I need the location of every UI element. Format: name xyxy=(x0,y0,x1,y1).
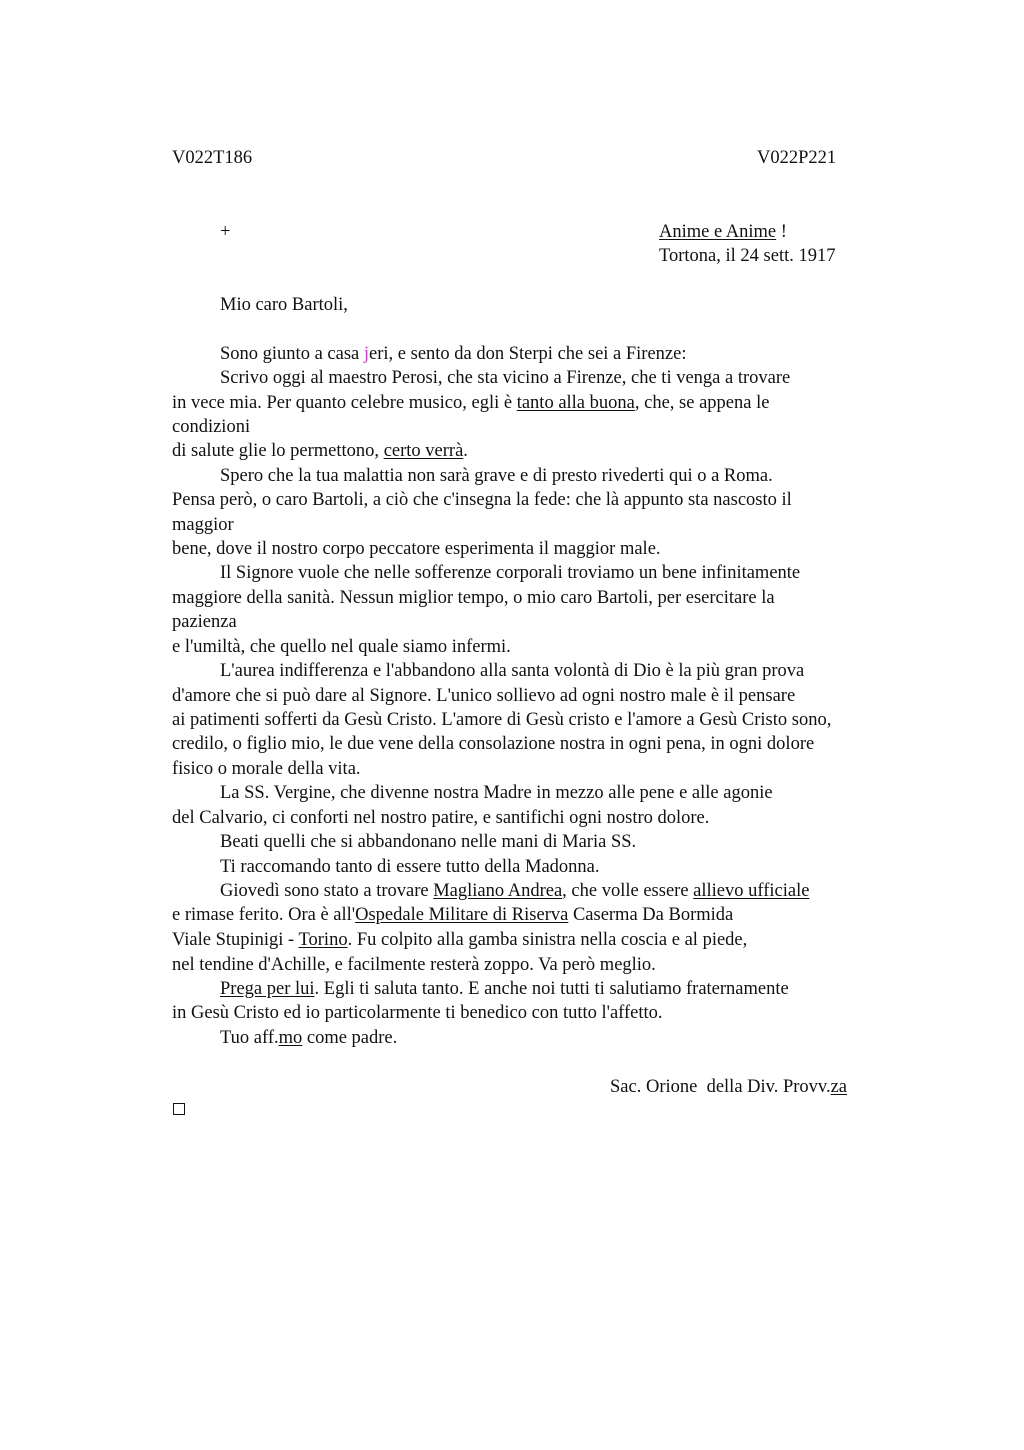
underlined-text: allievo ufficiale xyxy=(693,881,810,901)
salutation: Mio caro Bartoli, xyxy=(220,295,348,315)
body-line xyxy=(220,879,809,903)
body-line: maggior xyxy=(172,515,234,535)
cross-mark: + xyxy=(220,222,231,242)
underlined-text: tanto alla buona xyxy=(516,393,635,413)
body-line xyxy=(220,977,789,1001)
underlined-text: certo verrà xyxy=(383,441,464,461)
body-line xyxy=(172,439,468,463)
body-text: di salute glie lo permettono, xyxy=(172,441,384,461)
body-text: Caserma Da Bormida xyxy=(568,905,734,925)
body-line: Ti raccomando tanto di essere tutto della Madonna. xyxy=(220,857,600,877)
place-date: Tortona, il 24 sett. 1917 xyxy=(659,246,836,266)
header-left-code: V022T186 xyxy=(172,148,253,168)
body-text: . xyxy=(463,441,468,461)
heading-title xyxy=(659,220,787,244)
header-right-code: V022P221 xyxy=(757,148,837,168)
heading-title-text: Anime e Anime xyxy=(659,222,777,242)
body-line xyxy=(220,342,687,366)
body-text: Sono giunto a casa xyxy=(220,344,364,364)
body-line: Pensa però, o caro Bartoli, a ciò che c'insegna la fede: che là appunto sta nascosto il xyxy=(172,490,792,510)
body-line xyxy=(172,928,747,952)
body-line: fisico o morale della vita. xyxy=(172,759,361,779)
body-line: d'amore che si può dare al Signore. L'unico sollievo ad ogni nostro male è il pensare xyxy=(172,686,796,706)
body-line: e l'umiltà, che quello nel quale siamo infermi. xyxy=(172,637,511,657)
body-text: . Fu colpito alla gamba sinistra nella coscia e al piede, xyxy=(347,930,748,950)
body-line: Spero che la tua malattia non sarà grave e di presto rivederti qui o a Roma. xyxy=(220,466,773,486)
body-line: del Calvario, ci conforti nel nostro patire, e santifichi ogni nostro dolore. xyxy=(172,808,710,828)
body-text: in vece mia. Per quanto celebre musico, egli è xyxy=(172,393,517,413)
underlined-text: mo xyxy=(278,1028,303,1048)
heading-exclamation: ! xyxy=(776,222,787,242)
body-line: ai patimenti sofferti da Gesù Cristo. L'amore di Gesù cristo e l'amore a Gesù Cristo sono, xyxy=(172,710,832,730)
underlined-text: Magliano Andrea xyxy=(433,881,563,901)
body-line: nel tendine d'Achille, e facilmente resterà zoppo. Va però meglio. xyxy=(172,955,656,975)
body-line: condizioni xyxy=(172,417,251,437)
body-text: , che, se appena le xyxy=(634,393,770,413)
body-line: La SS. Vergine, che divenne nostra Madre in mezzo alle pene e alle agonie xyxy=(220,783,773,803)
checkbox-square-icon xyxy=(173,1103,185,1115)
body-text: Tuo aff. xyxy=(220,1028,279,1048)
body-text: e rimase ferito. Ora è all' xyxy=(172,905,356,925)
signature-suffix: za xyxy=(830,1077,848,1097)
body-line: credilo, o figlio mio, le due vene della consolazione nostra in ogni pena, in ogni dolore xyxy=(172,734,815,754)
body-text: eri, e sento da don Sterpi che sei a Firenze: xyxy=(369,344,687,364)
body-line: L'aurea indifferenza e l'abbandono alla santa volontà di Dio è la più gran prova xyxy=(220,661,805,681)
underlined-text: Prega per lui xyxy=(220,979,315,999)
body-line: Il Signore vuole che nelle sofferenze corporali troviamo un bene infinitamente xyxy=(220,563,801,583)
body-text: Giovedì sono stato a trovare xyxy=(220,881,434,901)
body-line: pazienza xyxy=(172,612,237,632)
signature-text: Sac. Orione della Div. Provv. xyxy=(610,1077,831,1097)
signature xyxy=(610,1075,847,1099)
body-line: Scrivo oggi al maestro Perosi, che sta vicino a Firenze, che ti venga a trovare xyxy=(220,368,791,388)
underlined-text: Ospedale Militare di Riserva xyxy=(355,905,569,925)
body-text: Viale Stupinigi - xyxy=(172,930,299,950)
body-line xyxy=(220,1026,397,1050)
highlighted-letter: j xyxy=(363,344,370,364)
body-line xyxy=(172,391,769,415)
body-text: come padre. xyxy=(302,1028,398,1048)
underlined-text: Torino xyxy=(298,930,348,950)
body-line: in Gesù Cristo ed io particolarmente ti benedico con tutto l'affetto. xyxy=(172,1003,663,1023)
body-line xyxy=(172,903,733,927)
body-line: maggiore della sanità. Nessun miglior tempo, o mio caro Bartoli, per esercitare la xyxy=(172,588,775,608)
body-line: Beati quelli che si abbandonano nelle mani di Maria SS. xyxy=(220,832,637,852)
body-text: . Egli ti saluta tanto. E anche noi tutti ti salutiamo fraternamente xyxy=(314,979,789,999)
body-line: bene, dove il nostro corpo peccatore esperimenta il maggior male. xyxy=(172,539,661,559)
body-text: , che volle essere xyxy=(562,881,694,901)
